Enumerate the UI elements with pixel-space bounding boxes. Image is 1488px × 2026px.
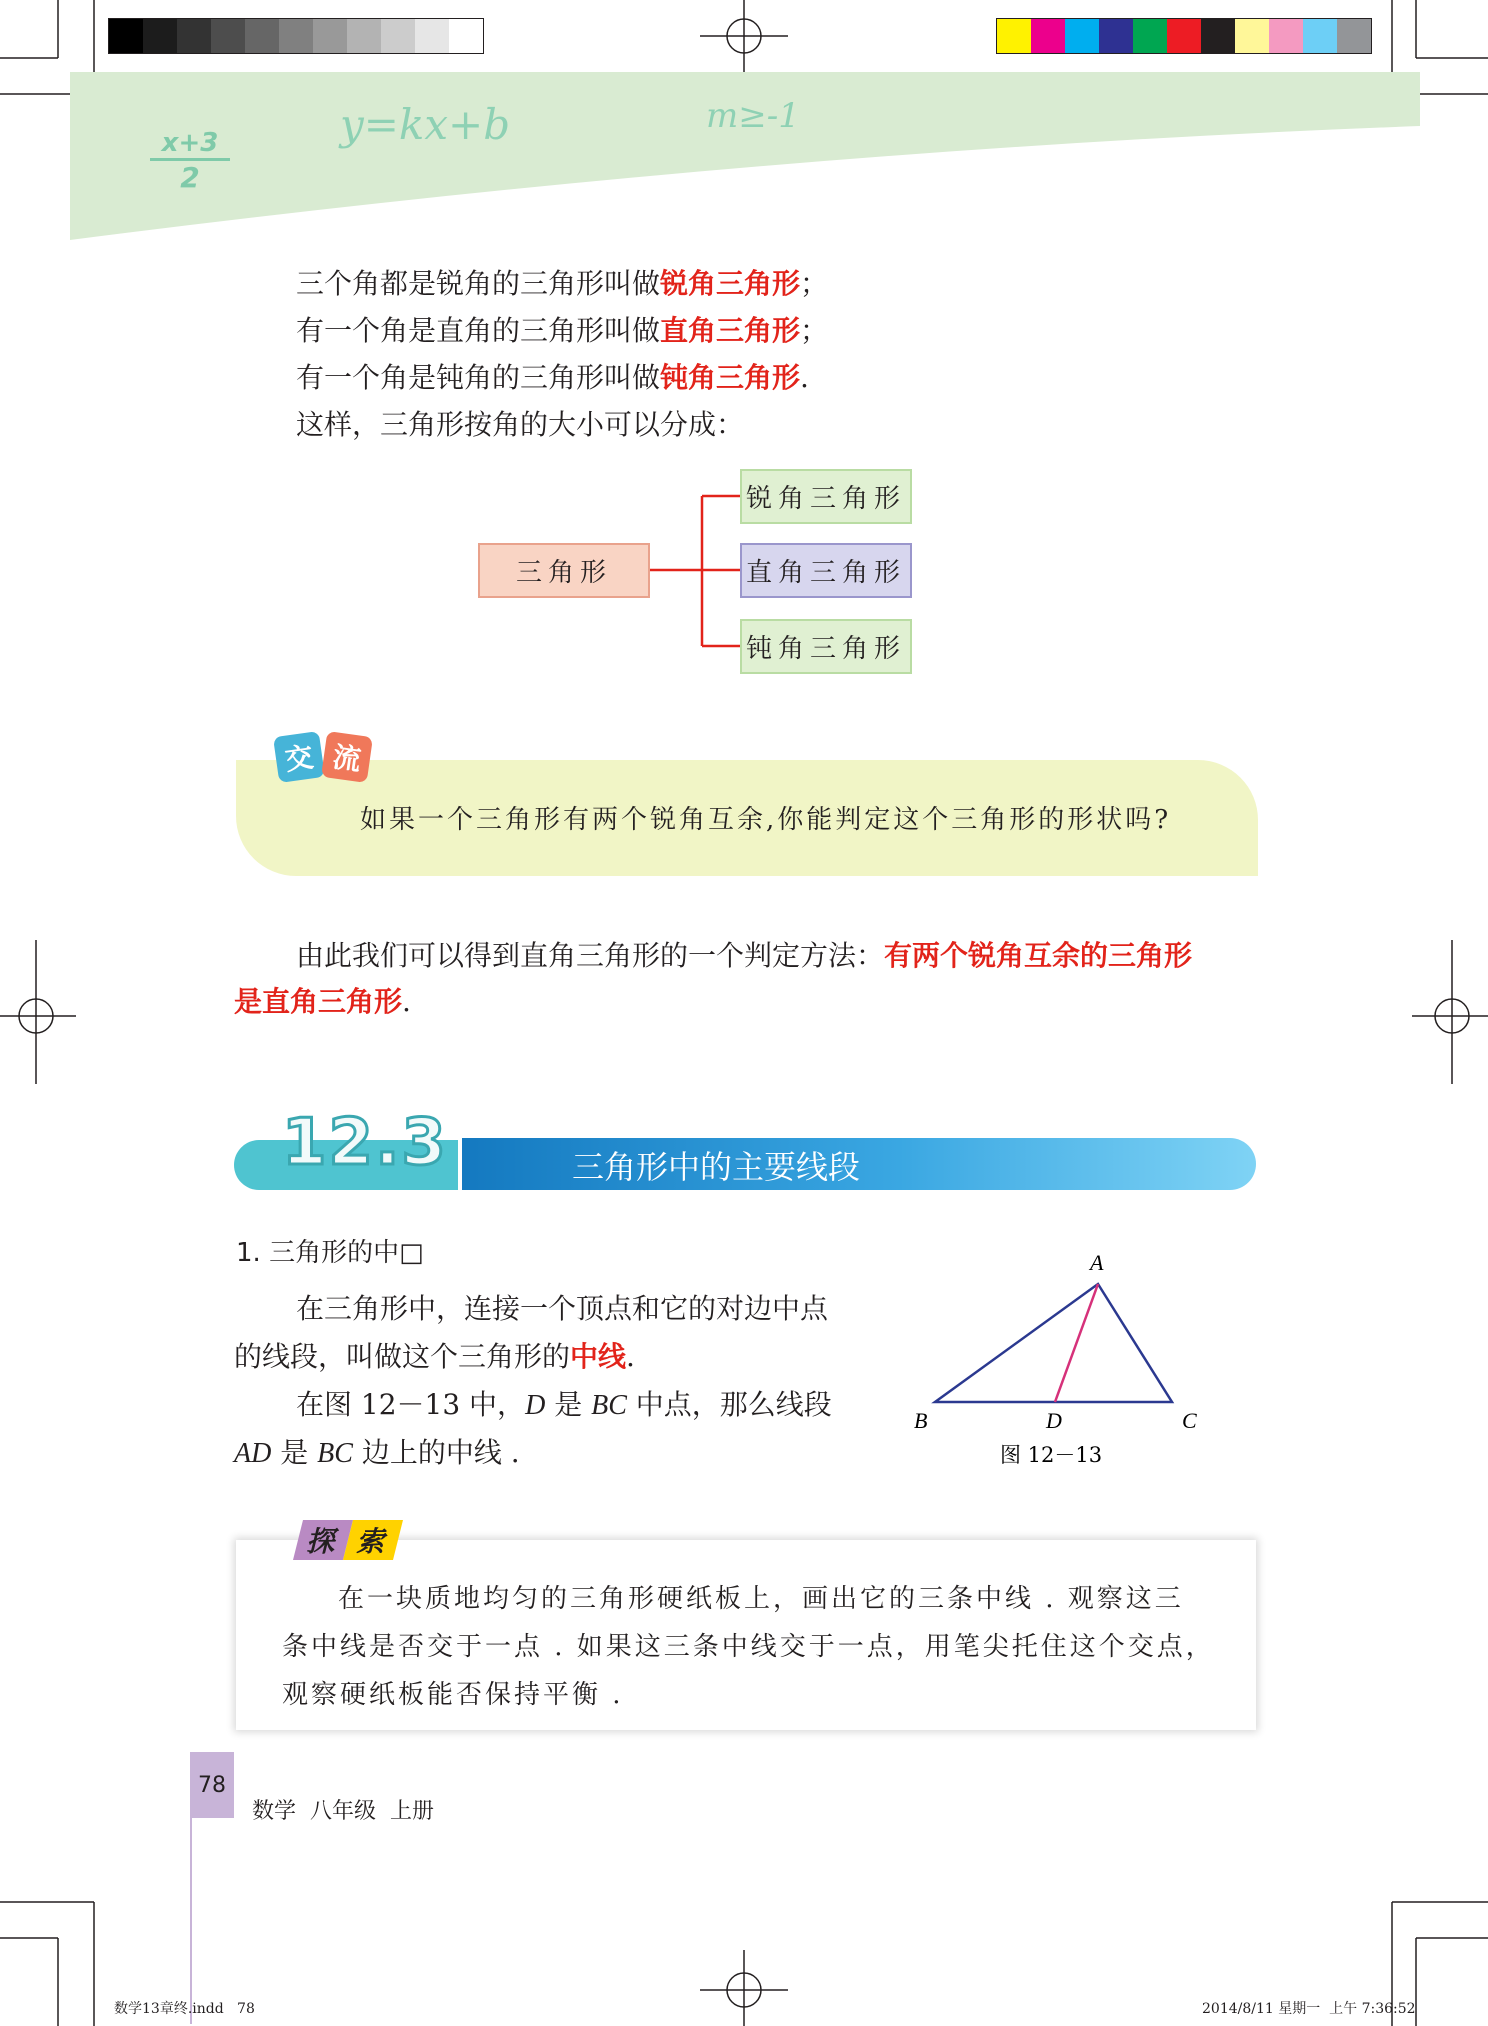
triangle-abc: [935, 1284, 1172, 1402]
conclusion-term: 有两个锐角互余的三角形: [884, 939, 1193, 972]
median-definition-line1: 在三角形中，连接一个顶点和它的对边中点: [296, 1292, 829, 1325]
example-text: 是: [271, 1436, 318, 1469]
vertex-label-c: C: [1182, 1408, 1197, 1433]
badge-char: 交: [273, 731, 325, 783]
example-text: 边上的中线 .: [352, 1436, 520, 1469]
punctuation: .: [800, 361, 809, 394]
book-title: 数学 八年级 上册: [252, 1799, 434, 1824]
discussion-question: 如果一个三角形有两个锐角互余,你能判定这个三角形的形状吗?: [360, 805, 1172, 835]
definition-right: [296, 307, 828, 355]
point-label-d: D: [1046, 1408, 1062, 1433]
classification-branch-obtuse: 钝角三角形: [740, 619, 912, 674]
punctuation: .: [402, 985, 411, 1018]
figure-caption: 图 12－13: [1000, 1443, 1103, 1467]
conclusion-line1: [296, 932, 1192, 980]
explore-line2: 条中线是否交于一点 . 如果这三条中线交于一点，用笔尖托住这个交点，: [282, 1632, 1215, 1662]
punctuation: .: [626, 1340, 635, 1373]
term-right-triangle: 直角三角形: [660, 314, 801, 347]
header-formula-inequality: m≥-1: [706, 96, 800, 136]
definition-text: 三个角都是锐角的三角形叫做: [296, 267, 661, 300]
segment-label: BC: [317, 1438, 353, 1469]
vertex-label-b: B: [914, 1408, 928, 1433]
definition-obtuse: [296, 354, 809, 402]
section-title: 三角形中的主要线段: [572, 1148, 861, 1186]
median-ad: [1055, 1284, 1098, 1402]
classification-branch-right: 直角三角形: [740, 543, 912, 598]
conclusion-line2: [234, 978, 411, 1026]
grayscale-bar: [108, 18, 484, 54]
definition-text: 有一个角是钝角的三角形叫做: [296, 361, 661, 394]
classification-intro: 这样，三角形按角的大小可以分成：: [296, 408, 745, 441]
header-formula-fraction: [150, 128, 230, 194]
discussion-badge: [276, 734, 370, 780]
punctuation: ；: [800, 314, 829, 347]
example-text: 中点，那么线段: [626, 1388, 832, 1421]
print-timestamp: 2014/8/11 星期一 上午 7:36:52: [1202, 2001, 1416, 2017]
fraction-numerator: x+3: [150, 128, 230, 161]
classification-branch-acute: 锐角三角形: [740, 469, 912, 524]
triangle-figure: [900, 1240, 1220, 1470]
conclusion-term: 是直角三角形: [234, 985, 403, 1018]
term-median: 中线: [570, 1340, 627, 1373]
segment-label: BC: [591, 1390, 627, 1421]
definition-acute: [296, 260, 828, 308]
classification-connectors: [640, 480, 750, 660]
page-number: 78: [190, 1752, 234, 1818]
classification-root: 三角形: [478, 543, 650, 598]
point-label: D: [525, 1390, 546, 1421]
badge-char: 探: [293, 1520, 353, 1560]
example-text: 在图 12－13 中，: [296, 1388, 526, 1421]
explore-line1: 在一块质地均匀的三角形硬纸板上，画出它的三条中线 . 观察这三: [338, 1584, 1184, 1614]
fraction-denominator: 2: [180, 161, 200, 194]
conclusion-text: 由此我们可以得到直角三角形的一个判定方法：: [296, 939, 885, 972]
punctuation: ；: [800, 267, 829, 300]
term-acute-triangle: 锐角三角形: [660, 267, 801, 300]
badge-char: 索: [343, 1520, 403, 1560]
median-definition-line2: [234, 1333, 635, 1381]
median-example-line1: [296, 1381, 832, 1430]
median-example-line2: [234, 1429, 520, 1478]
badge-char: 流: [321, 731, 373, 783]
subsection-heading: 1. 三角形的中□: [236, 1238, 424, 1268]
section-number: 12.3: [282, 1106, 448, 1180]
vertex-label-a: A: [1090, 1250, 1104, 1275]
color-bar: [996, 18, 1372, 54]
explore-badge: [298, 1520, 398, 1560]
file-info: 数学13章终.indd 78: [114, 2001, 255, 2017]
example-text: 是: [545, 1388, 592, 1421]
header-formula-linear: y=kx+b: [340, 100, 511, 149]
definition-text: 有一个角是直角的三角形叫做: [296, 314, 661, 347]
definition-text: 的线段，叫做这个三角形的: [234, 1340, 571, 1373]
term-obtuse-triangle: 钝角三角形: [660, 361, 801, 394]
segment-label: AD: [234, 1438, 272, 1469]
explore-line3: 观察硬纸板能否保持平衡 .: [282, 1680, 624, 1710]
